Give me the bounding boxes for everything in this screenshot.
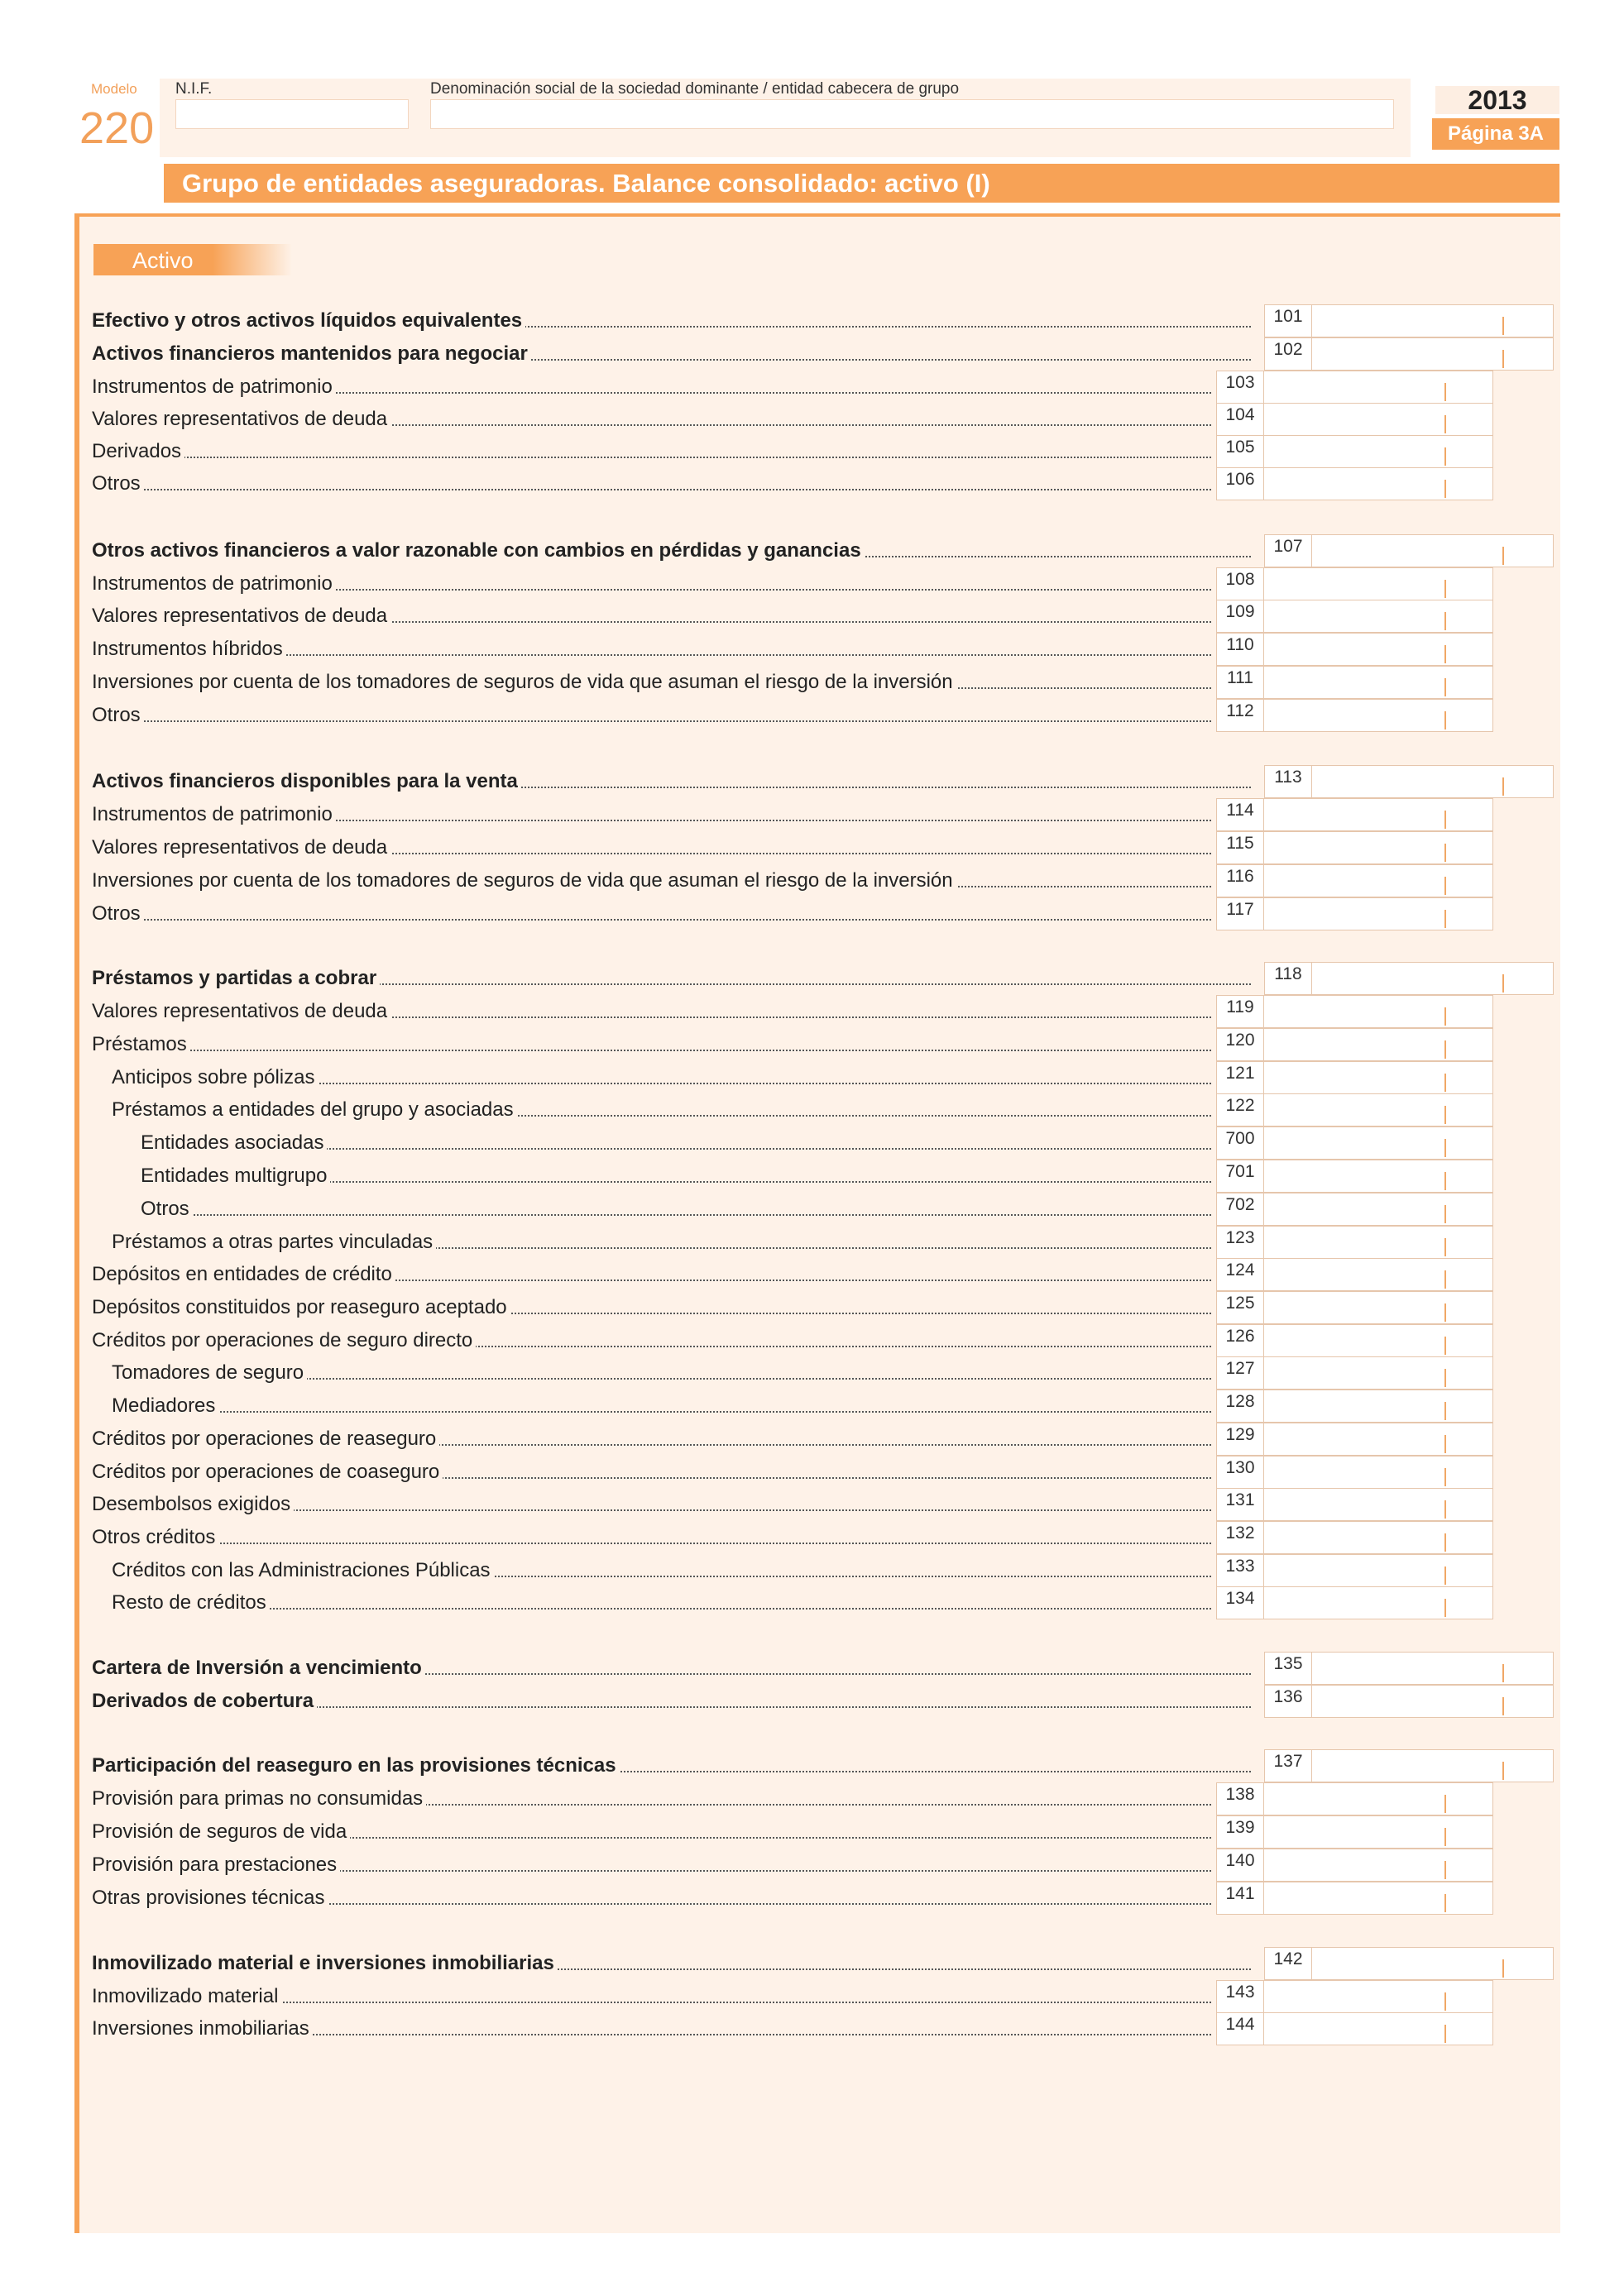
row-label-text: Cartera de Inversión a vencimiento [92, 1657, 425, 1679]
decimal-separator-mark [1444, 2025, 1446, 2043]
row-label-text: Créditos por operaciones de seguro directo [92, 1329, 476, 1351]
amount-field-104[interactable] [1216, 403, 1493, 436]
amount-field-136[interactable] [1264, 1685, 1554, 1718]
row-label-text: Anticipos sobre pólizas [112, 1066, 318, 1088]
field-code: 136 [1265, 1686, 1312, 1717]
field-code: 108 [1217, 568, 1264, 600]
amount-field-144[interactable] [1216, 2012, 1493, 2045]
row-label-129 [92, 1428, 1211, 1451]
row-label-text: Entidades multigrupo [141, 1165, 330, 1187]
amount-field-108[interactable] [1216, 567, 1493, 600]
row-label-text: Préstamos [92, 1033, 190, 1055]
row-label-110 [92, 638, 1211, 661]
decimal-separator-mark [1444, 383, 1446, 401]
amount-field-101[interactable] [1264, 304, 1554, 337]
row-label-text: Inversiones por cuenta de los tomadores de seguros de vida que asuman el riesgo de la inversión [92, 869, 956, 892]
row-label-text: Créditos por operaciones de coaseguro [92, 1461, 443, 1483]
decimal-separator-mark [1444, 480, 1446, 498]
field-code: 129 [1217, 1423, 1264, 1455]
decimal-separator-mark [1444, 1074, 1446, 1092]
row-label-119 [92, 1000, 1211, 1023]
row-label-text: Derivados de cobertura [92, 1690, 317, 1712]
field-code: 142 [1265, 1948, 1312, 1979]
row-label-117 [92, 902, 1211, 926]
amount-field-102[interactable] [1264, 337, 1554, 371]
field-code: 127 [1217, 1357, 1264, 1389]
decimal-separator-mark [1444, 711, 1446, 729]
row-label-108 [92, 572, 1211, 596]
field-code: 121 [1217, 1062, 1264, 1093]
decimal-separator-mark [1444, 1270, 1446, 1289]
row-label-104 [92, 408, 1211, 431]
amount-field-105[interactable] [1216, 435, 1493, 468]
year-badge: 2013 [1435, 86, 1559, 114]
row-label-text: Inversiones inmobiliarias [92, 2017, 313, 2040]
field-code: 114 [1217, 799, 1264, 830]
denominacion-label: Denominación social de la sociedad dominante / entidad cabecera de grupo [430, 80, 960, 98]
row-label-128 [112, 1394, 1211, 1418]
decimal-separator-mark [1502, 1762, 1504, 1780]
decimal-separator-mark [1444, 580, 1446, 598]
row-label-text: Depósitos constituidos por reaseguro aceptado [92, 1296, 510, 1318]
row-label-text: Entidades asociadas [141, 1131, 327, 1154]
row-label-126 [92, 1329, 1211, 1352]
decimal-separator-mark [1444, 1828, 1446, 1846]
modelo-label: Modelo [91, 81, 137, 97]
row-label-130 [92, 1461, 1211, 1484]
field-code: 113 [1265, 766, 1312, 797]
denominacion-field[interactable] [430, 99, 1394, 129]
field-code: 124 [1217, 1259, 1264, 1290]
decimal-separator-mark [1502, 1697, 1504, 1715]
row-label-133 [112, 1559, 1211, 1582]
field-code: 109 [1217, 600, 1264, 632]
decimal-separator-mark [1444, 844, 1446, 862]
field-code: 115 [1217, 832, 1264, 863]
decimal-separator-mark [1502, 1664, 1504, 1682]
field-code: 133 [1217, 1555, 1264, 1586]
row-label-text: Inversiones por cuenta de los tomadores de seguros de vida que asuman el riesgo de la inversión [92, 671, 956, 693]
modelo-number: 220 [79, 103, 155, 153]
row-label-text: Provisión para prestaciones [92, 1854, 340, 1876]
row-label-116 [92, 869, 1211, 892]
row-label-text: Provisión para primas no consumidas [92, 1787, 426, 1810]
amount-field-109[interactable] [1216, 600, 1493, 633]
row-label-140 [92, 1854, 1211, 1877]
field-code: 702 [1217, 1193, 1264, 1225]
row-label-text: Derivados [92, 440, 184, 462]
row-label-text: Otras provisiones técnicas [92, 1887, 328, 1909]
amount-field-103[interactable] [1216, 371, 1493, 404]
amount-field-142[interactable] [1264, 1947, 1554, 1980]
decimal-separator-mark [1444, 1106, 1446, 1124]
decimal-separator-mark [1444, 1861, 1446, 1879]
field-code: 117 [1217, 898, 1264, 930]
field-code: 700 [1217, 1127, 1264, 1159]
nif-label: N.I.F. [175, 80, 213, 98]
amount-field-138[interactable] [1216, 1782, 1493, 1815]
row-label-144 [92, 2017, 1211, 2040]
decimal-separator-mark [1444, 1468, 1446, 1486]
decimal-separator-mark [1444, 811, 1446, 829]
row-label-text: Tomadores de seguro [112, 1361, 307, 1384]
row-label-text: Efectivo y otros activos líquidos equivalentes [92, 309, 525, 332]
decimal-separator-mark [1444, 1500, 1446, 1519]
row-label-124 [92, 1263, 1211, 1286]
decimal-separator-mark [1444, 1040, 1446, 1059]
decimal-separator-mark [1444, 415, 1446, 433]
amount-field-107[interactable] [1264, 534, 1554, 567]
row-label-142 [92, 1952, 1251, 1975]
field-code: 138 [1217, 1783, 1264, 1815]
row-label-109 [92, 605, 1211, 628]
row-label-text: Otros [92, 902, 144, 925]
field-code: 110 [1217, 634, 1264, 665]
amount-field-134[interactable] [1216, 1586, 1493, 1619]
row-label-text: Préstamos a otras partes vinculadas [112, 1231, 436, 1253]
row-label-114 [92, 803, 1211, 826]
row-label-text: Valores representativos de deuda [92, 605, 390, 627]
row-label-text: Otros [141, 1198, 193, 1220]
row-label-121 [112, 1066, 1211, 1089]
row-label-107 [92, 539, 1251, 562]
field-code: 128 [1217, 1390, 1264, 1422]
amount-field-129[interactable] [1216, 1423, 1493, 1456]
decimal-separator-mark [1444, 1795, 1446, 1813]
amount-field-110[interactable] [1216, 633, 1493, 666]
leader-dots [112, 1608, 1211, 1610]
field-code: 118 [1265, 963, 1312, 994]
amount-field-111[interactable] [1216, 666, 1493, 699]
row-label-103 [92, 375, 1211, 399]
amount-field-125[interactable] [1216, 1291, 1493, 1324]
amount-field-126[interactable] [1216, 1324, 1493, 1357]
amount-field-701[interactable] [1216, 1160, 1493, 1193]
row-label-123 [112, 1231, 1211, 1254]
decimal-separator-mark [1444, 1238, 1446, 1256]
field-code: 701 [1217, 1160, 1264, 1192]
field-code: 102 [1265, 338, 1312, 370]
decimal-separator-mark [1444, 1599, 1446, 1617]
row-label-138 [92, 1787, 1211, 1810]
row-label-text: Activos financieros mantenidos para negociar [92, 342, 531, 365]
row-label-text: Depósitos en entidades de crédito [92, 1263, 395, 1285]
field-code: 101 [1265, 305, 1312, 337]
decimal-separator-mark [1444, 447, 1446, 466]
decimal-separator-mark [1444, 1337, 1446, 1355]
row-label-text: Resto de créditos [112, 1591, 270, 1614]
amount-field-139[interactable] [1216, 1815, 1493, 1849]
field-code: 120 [1217, 1029, 1264, 1060]
row-label-136 [92, 1690, 1251, 1713]
amount-field-113[interactable] [1264, 765, 1554, 798]
decimal-separator-mark [1444, 1435, 1446, 1453]
decimal-separator-mark [1444, 678, 1446, 696]
row-label-113 [92, 770, 1251, 793]
row-label-text: Mediadores [112, 1394, 218, 1417]
amount-field-116[interactable] [1216, 864, 1493, 897]
decimal-separator-mark [1444, 1894, 1446, 1912]
row-label-143 [92, 1985, 1211, 2008]
row-label-text: Inmovilizado material e inversiones inmobiliarias [92, 1952, 558, 1974]
decimal-separator-mark [1502, 350, 1504, 368]
row-label-127 [112, 1361, 1211, 1385]
row-label-text: Otros [92, 704, 144, 726]
decimal-separator-mark [1502, 974, 1504, 993]
amount-field-137[interactable] [1264, 1749, 1554, 1782]
decimal-separator-mark [1502, 777, 1504, 796]
amount-field-121[interactable] [1216, 1061, 1493, 1094]
field-code: 103 [1217, 371, 1264, 403]
field-code: 104 [1217, 404, 1264, 435]
field-code: 135 [1265, 1653, 1312, 1684]
row-label-134 [112, 1591, 1211, 1614]
field-code: 137 [1265, 1750, 1312, 1782]
section-label: Activo [132, 248, 194, 273]
field-code: 130 [1217, 1457, 1264, 1488]
field-code: 139 [1217, 1816, 1264, 1848]
row-label-111 [92, 671, 1211, 694]
row-label-text: Otros [92, 472, 144, 495]
row-label-106 [92, 472, 1211, 495]
row-label-122 [112, 1098, 1211, 1122]
decimal-separator-mark [1444, 645, 1446, 663]
row-label-700 [141, 1131, 1211, 1155]
row-label-141 [92, 1887, 1211, 1910]
row-label-text: Desembolsos exigidos [92, 1493, 294, 1515]
row-label-text: Participación del reaseguro en las provisiones técnicas [92, 1754, 620, 1777]
field-code: 112 [1217, 700, 1264, 731]
amount-field-128[interactable] [1216, 1390, 1493, 1423]
decimal-separator-mark [1444, 1402, 1446, 1420]
field-code: 131 [1217, 1489, 1264, 1520]
row-label-text: Valores representativos de deuda [92, 1000, 390, 1022]
nif-field[interactable] [175, 99, 409, 129]
row-label-text: Valores representativos de deuda [92, 408, 390, 430]
row-label-text: Otros créditos [92, 1526, 218, 1548]
row-label-101 [92, 309, 1251, 332]
amount-field-127[interactable] [1216, 1356, 1493, 1390]
row-label-text: Otros activos financieros a valor razonable con cambios en pérdidas y ganancias [92, 539, 865, 562]
field-code: 116 [1217, 865, 1264, 897]
amount-field-143[interactable] [1216, 1980, 1493, 2013]
decimal-separator-mark [1444, 1007, 1446, 1026]
row-label-text: Préstamos a entidades del grupo y asociadas [112, 1098, 517, 1121]
field-code: 141 [1217, 1882, 1264, 1914]
row-label-text: Instrumentos de patrimonio [92, 572, 336, 595]
field-code: 125 [1217, 1292, 1264, 1323]
amount-field-119[interactable] [1216, 995, 1493, 1028]
amount-field-117[interactable] [1216, 897, 1493, 930]
row-label-112 [92, 704, 1211, 727]
decimal-separator-mark [1444, 1567, 1446, 1585]
decimal-separator-mark [1444, 910, 1446, 928]
amount-field-700[interactable] [1216, 1126, 1493, 1160]
amount-field-124[interactable] [1216, 1258, 1493, 1291]
decimal-separator-mark [1444, 1139, 1446, 1157]
row-label-702 [141, 1198, 1211, 1221]
row-label-text: Instrumentos de patrimonio [92, 375, 336, 398]
field-code: 107 [1265, 535, 1312, 567]
field-code: 132 [1217, 1522, 1264, 1553]
row-label-text: Activos financieros disponibles para la venta [92, 770, 521, 792]
row-label-701 [141, 1165, 1211, 1188]
field-code: 140 [1217, 1849, 1264, 1881]
decimal-separator-mark [1444, 877, 1446, 895]
row-label-text: Instrumentos de patrimonio [92, 803, 336, 825]
amount-field-135[interactable] [1264, 1652, 1554, 1685]
amount-field-130[interactable] [1216, 1456, 1493, 1489]
amount-field-131[interactable] [1216, 1488, 1493, 1521]
row-label-125 [92, 1296, 1211, 1319]
decimal-separator-mark [1444, 1369, 1446, 1387]
row-label-131 [92, 1493, 1211, 1516]
row-label-text: Créditos con las Administraciones Públicas [112, 1559, 494, 1581]
row-label-105 [92, 440, 1211, 463]
leader-dots [92, 919, 1211, 921]
amount-field-115[interactable] [1216, 831, 1493, 864]
amount-field-133[interactable] [1216, 1554, 1493, 1587]
leader-dots [92, 457, 1211, 458]
leader-dots [112, 1411, 1211, 1413]
field-code: 144 [1217, 2013, 1264, 2045]
leader-dots [141, 1214, 1211, 1216]
leader-dots [92, 1543, 1211, 1544]
page-badge: Página 3A [1432, 118, 1559, 150]
row-label-118 [92, 967, 1251, 990]
field-code: 119 [1217, 996, 1264, 1027]
leader-dots [92, 489, 1211, 490]
amount-field-122[interactable] [1216, 1093, 1493, 1126]
field-code: 111 [1217, 667, 1264, 698]
decimal-separator-mark [1444, 1205, 1446, 1223]
leader-dots [92, 1050, 1211, 1051]
decimal-separator-mark [1502, 547, 1504, 565]
amount-field-123[interactable] [1216, 1226, 1493, 1259]
field-code: 143 [1217, 1981, 1264, 2012]
amount-field-106[interactable] [1216, 467, 1493, 500]
field-code: 126 [1217, 1325, 1264, 1356]
field-code: 134 [1217, 1587, 1264, 1619]
amount-field-112[interactable] [1216, 699, 1493, 732]
decimal-separator-mark [1444, 1992, 1446, 2011]
leader-dots [92, 720, 1211, 722]
row-label-132 [92, 1526, 1211, 1549]
decimal-separator-mark [1444, 1533, 1446, 1552]
row-label-text: Préstamos y partidas a cobrar [92, 967, 380, 989]
decimal-separator-mark [1444, 612, 1446, 630]
amount-field-141[interactable] [1216, 1882, 1493, 1915]
field-code: 123 [1217, 1227, 1264, 1258]
row-label-139 [92, 1820, 1211, 1844]
row-label-text: Valores representativos de deuda [92, 836, 390, 859]
row-label-137 [92, 1754, 1251, 1777]
field-code: 105 [1217, 436, 1264, 467]
field-code: 106 [1217, 468, 1264, 500]
amount-field-132[interactable] [1216, 1521, 1493, 1554]
decimal-separator-mark [1502, 1959, 1504, 1978]
row-label-text: Instrumentos híbridos [92, 638, 286, 660]
row-label-120 [92, 1033, 1211, 1056]
amount-field-120[interactable] [1216, 1028, 1493, 1061]
page-title: Grupo de entidades aseguradoras. Balance consolidado: activo (I) [182, 169, 990, 198]
row-label-text: Créditos por operaciones de reaseguro [92, 1428, 439, 1450]
decimal-separator-mark [1502, 317, 1504, 335]
row-label-text: Inmovilizado material [92, 1985, 281, 2007]
decimal-separator-mark [1444, 1172, 1446, 1190]
amount-field-140[interactable] [1216, 1849, 1493, 1882]
amount-field-118[interactable] [1264, 962, 1554, 995]
amount-field-114[interactable] [1216, 798, 1493, 831]
field-code: 122 [1217, 1094, 1264, 1126]
row-label-115 [92, 836, 1211, 859]
decimal-separator-mark [1444, 1303, 1446, 1322]
row-label-102 [92, 342, 1251, 366]
row-label-135 [92, 1657, 1251, 1680]
amount-field-702[interactable] [1216, 1193, 1493, 1226]
row-label-text: Provisión de seguros de vida [92, 1820, 350, 1843]
